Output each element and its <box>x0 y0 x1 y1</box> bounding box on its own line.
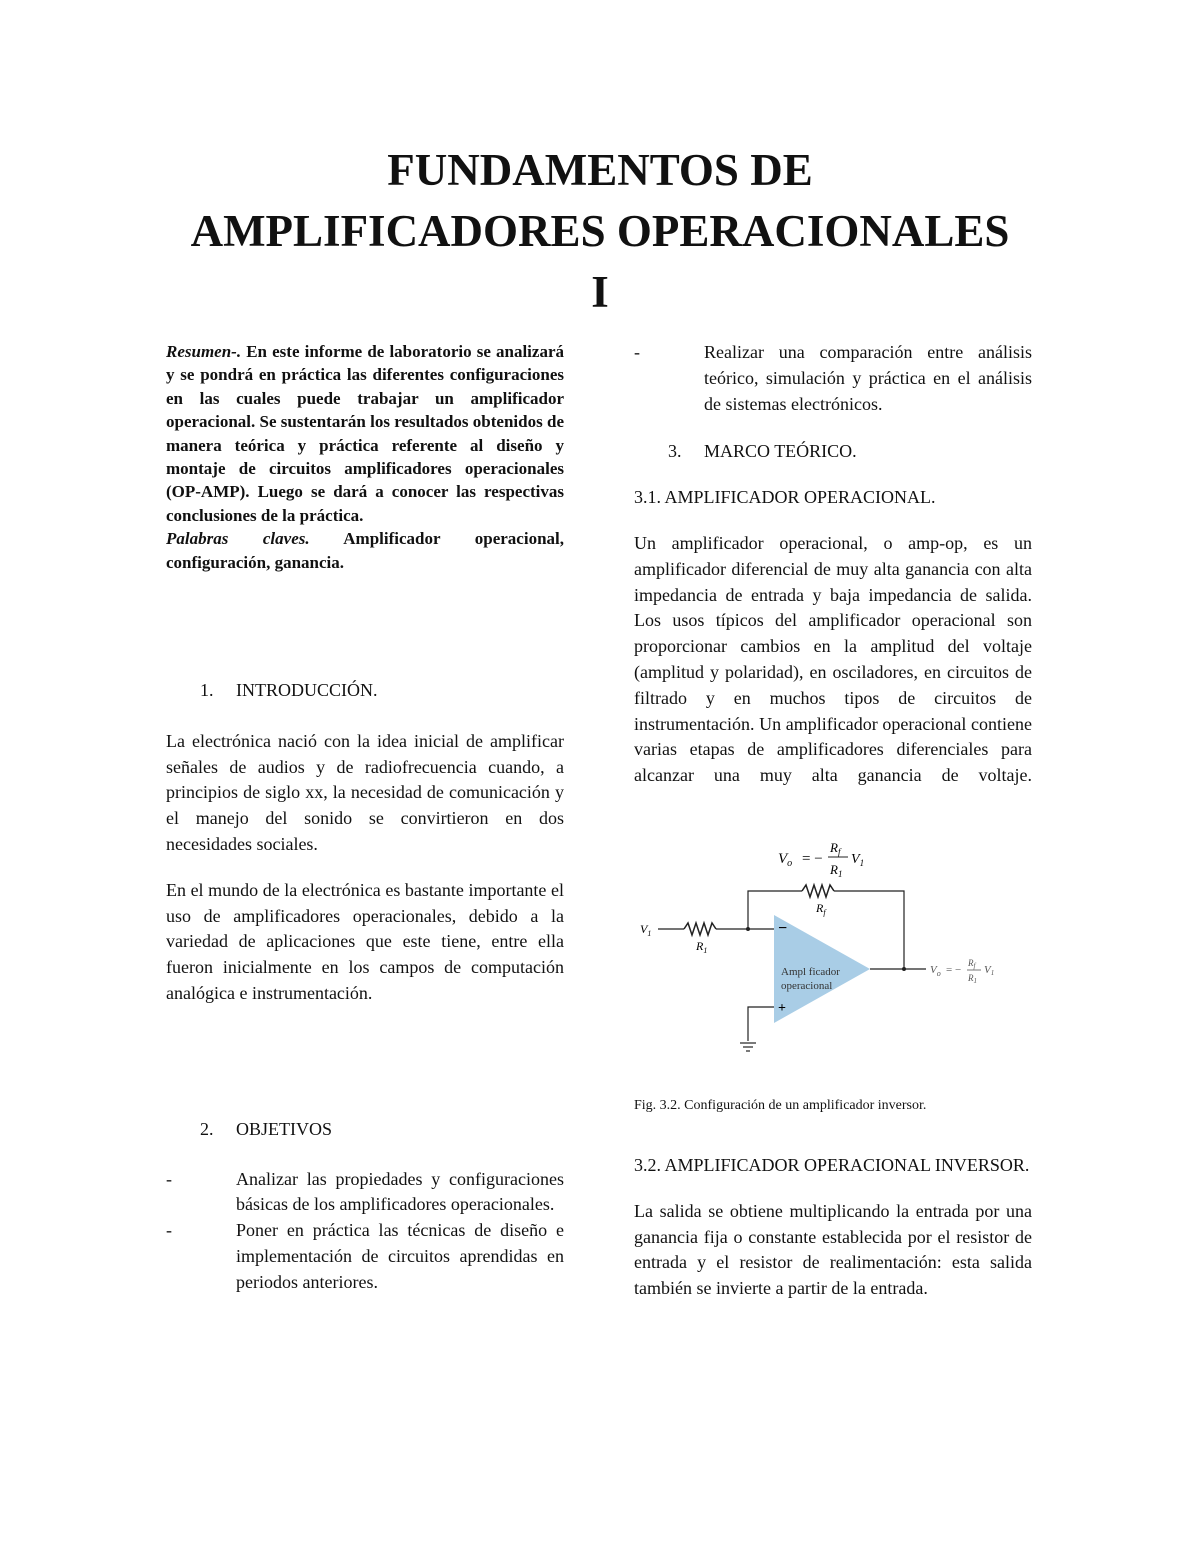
formula-v1: $V_1$ <box>851 851 865 868</box>
formula-vo: $V_o$ <box>778 850 793 869</box>
output-r1: $R_1$ <box>968 972 977 985</box>
section-number: 3. <box>668 441 682 462</box>
intro-paragraph-2: En el mundo de la electrónica es bastante importante el uso de amplificadores operacionales, debido a la variedad de aplicaciones que este tiene, entre ella fueron inicialmente en los campos de computación analógica e instrumentación. <box>166 879 564 1004</box>
abstract <box>166 340 564 527</box>
r1-label: $R_1$ <box>696 938 708 955</box>
bullet-dash: - <box>166 1168 172 1189</box>
figure-caption: Fig. 3.2. Configuración de un amplificador inversor. <box>634 1097 927 1113</box>
list-item <box>166 1167 564 1219</box>
output-equals: = − <box>946 963 962 976</box>
section-title: INTRODUCCIÓN. <box>236 680 378 701</box>
subsection-heading-3-1: 3.1. AMPLIFICADOR OPERACIONAL. <box>634 487 936 508</box>
keywords-text: Amplificador operacional, configuración, ganancia. <box>166 529 565 572</box>
rf-resistor <box>802 885 834 897</box>
marco-paragraph-1: Un amplificador operacional, o amp-op, es un amplificador diferencial de muy alta ganancia con alta impedancia de entrada y baja impedancia de salida. Los usos típicos del amplificador operacional son proporcionar cambios en la amplitud del voltaje (amplitud y polaridad), en osciladores, en circuitos de filtrado y en muchos tipos de circuitos de instrumentación. Un amplificador operacional contiene varias etapas de amplificadores diferenciales para alcanzar una muy alta ganancia de voltaje. <box>634 532 1032 786</box>
inverting-amplifier-figure <box>634 819 1032 1059</box>
output-vo-label: $V_o$ <box>930 963 941 978</box>
section-heading-introduccion <box>166 678 564 704</box>
r1-resistor <box>684 923 716 935</box>
circuit-diagram <box>634 819 1032 1059</box>
list-item-text: Realizar una comparación entre análisis teórico, simulación y práctica en el análisis de sistemas electrónicos. <box>704 342 1032 414</box>
section-heading-marco <box>634 439 1032 465</box>
list-item <box>634 340 1032 417</box>
list-item-text: Analizar las propiedades y configuraciones básicas de los amplificadores operacionales. <box>236 1168 564 1215</box>
abstract-text: En este informe de laboratorio se analizará y se pondrá en práctica las diferentes configuraciones en las cuales puede trabajar un amplificador operacional. Se sustentarán los resultados obtenidos de manera teórica y práctica referente al diseño y montaje de circuitos amplificadores operacionales (OP-AMP). Luego se dará a conocer las respectivas conclusiones de la práctica. <box>166 342 564 525</box>
formula-equals: = − <box>802 850 823 867</box>
title-line-1: FUNDAMENTOS DE <box>387 145 813 195</box>
section-number: 1. <box>200 680 214 701</box>
section-title: OBJETIVOS <box>236 1118 333 1139</box>
keywords-label: Palabras claves. <box>166 529 310 549</box>
left-column <box>166 340 564 1296</box>
list-item-text: Poner en práctica las técnicas de diseño e implementación de circuitos aprendidas en periodos anteriores. <box>236 1220 564 1292</box>
section-heading-objetivos <box>166 1117 564 1143</box>
opamp-minus: − <box>778 919 788 937</box>
abstract-label: Resumen-. <box>166 342 242 361</box>
list-item <box>166 1218 564 1295</box>
bullet-dash: - <box>166 1220 172 1241</box>
output-rf: $R_f$ <box>968 957 976 970</box>
v1-input-label: $V_1$ <box>640 921 652 938</box>
right-column <box>634 340 1032 1302</box>
opamp-label-2: operacional <box>781 979 833 992</box>
section-number: 2. <box>200 1118 214 1139</box>
intro-paragraph-1: La electrónica nació con la idea inicial de amplificar señales de audios y de radiofrecuencia cuando, a principios de siglo xx, la necesidad de comunicación y el manejo del sonido se convirtieron en dos necesidades sociales. <box>166 730 564 855</box>
junction-node <box>746 927 750 931</box>
ground-icon <box>740 1043 756 1051</box>
keywords <box>166 527 564 574</box>
title-line-2: AMPLIFICADORES OPERACIONALES <box>190 206 1010 256</box>
output-v1: V1 <box>984 963 995 977</box>
opamp-label-1: Ampl ficador <box>781 965 840 978</box>
formula-rf: $R_f$ <box>830 839 841 857</box>
rf-label: $R_f$ <box>816 900 826 917</box>
subsection-heading-3-2: 3.2. AMPLIFICADOR OPERACIONAL INVERSOR. <box>634 1154 1030 1175</box>
bullet-dash: - <box>634 342 640 362</box>
formula-r1: $R_1$ <box>830 861 843 879</box>
page-title <box>100 140 1100 323</box>
opamp-plus: + <box>778 1000 786 1016</box>
marco-paragraph-2: La salida se obtiene multiplicando la entrada por una ganancia fija o constante establecida por el resistor de entrada y el resistor de realimentación: esta salida también se invierte a partir de la entrada. <box>634 1200 1032 1299</box>
output-node <box>902 967 906 971</box>
title-line-3: I <box>591 267 609 317</box>
ground-wire <box>748 1007 774 1041</box>
section-title: MARCO TEÓRICO. <box>704 441 857 462</box>
